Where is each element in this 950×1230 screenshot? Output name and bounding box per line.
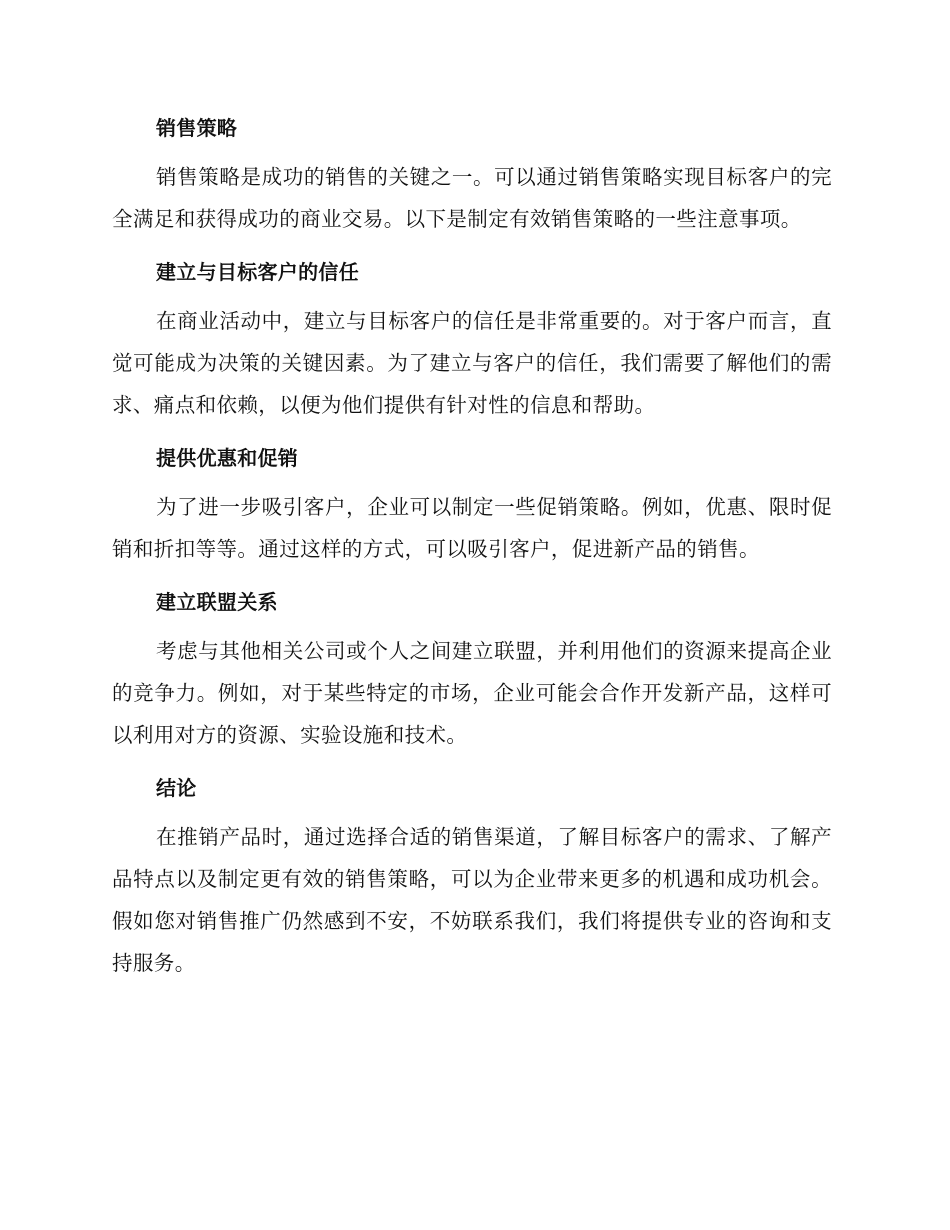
section-heading: 结论 (156, 776, 197, 800)
section-paragraph: 考虑与其他相关公司或个人之间建立联盟，并利用他们的资源来提高企业的竞争力。例如，对于某些特定的市场，企业可能会合作开发新产品，这样可以利用对方的资源、实验设施和技术。 (112, 639, 832, 747)
section-heading: 提供优惠和促销 (156, 446, 299, 470)
section-heading: 销售策略 (156, 116, 238, 140)
document-page (112, 108, 832, 996)
section-paragraph: 在推销产品时，通过选择合适的销售渠道，了解目标客户的需求、了解产品特点以及制定更有效的销售策略，可以为企业带来更多的机遇和成功机会。假如您对销售推广仍然感到不安，不妨联系我们，我们将提供专业的咨询和支持服务。 (112, 825, 832, 975)
section-paragraph: 为了进一步吸引客户，企业可以制定一些促销策略。例如，优惠、限时促销和折扣等等。通过这样的方式，可以吸引客户，促进新产品的销售。 (112, 495, 832, 561)
section-heading: 建立与目标客户的信任 (156, 260, 359, 284)
section-paragraph: 在商业活动中，建立与目标客户的信任是非常重要的。对于客户而言，直觉可能成为决策的关键因素。为了建立与客户的信任，我们需要了解他们的需求、痛点和依赖，以便为他们提供有针对性的信息和帮助。 (112, 309, 832, 417)
section-build-trust (112, 252, 832, 426)
section-heading: 建立联盟关系 (156, 590, 278, 614)
section-conclusion (112, 768, 832, 984)
section-alliances (112, 582, 832, 756)
section-sales-strategy (112, 108, 832, 240)
section-paragraph: 销售策略是成功的销售的关键之一。可以通过销售策略实现目标客户的完全满足和获得成功的商业交易。以下是制定有效销售策略的一些注意事项。 (112, 165, 832, 231)
section-promotions (112, 438, 832, 570)
